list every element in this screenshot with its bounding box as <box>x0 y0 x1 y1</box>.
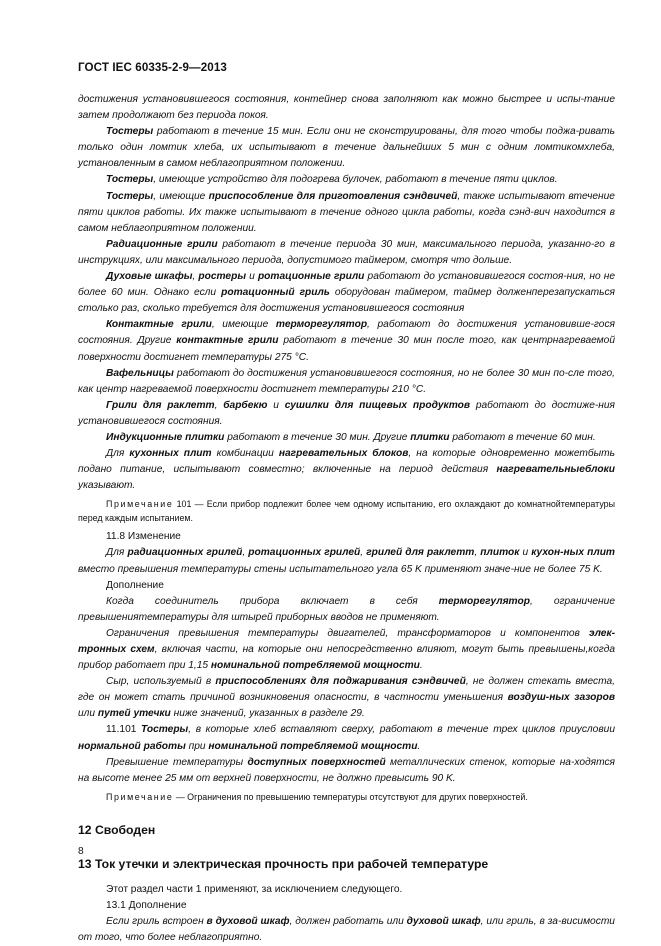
term: кухон-ных плит <box>531 547 615 559</box>
term: приспособление для приготовления сэндвичей <box>208 190 458 202</box>
term: Индукционные плитки <box>106 431 225 443</box>
paragraph <box>78 398 615 430</box>
term: ростеры <box>198 271 247 283</box>
text: вместо превышения температуры стены испытательного угла 65 K применяют значе-ние не более 75 K. <box>78 563 603 575</box>
text: при <box>185 740 209 752</box>
text: указывают. <box>78 480 136 492</box>
term: нагревательныеблоки <box>496 464 615 476</box>
term: приспособлениях для поджаривания сэндвичей <box>215 676 466 688</box>
term: духовой шкаф <box>406 916 481 928</box>
paragraph <box>78 594 615 626</box>
term: номинальной потребляемой мощности <box>210 660 420 672</box>
paragraph <box>78 92 615 124</box>
term: Контактные грили <box>106 319 212 331</box>
text: работают в течение 30 мин после того, как центрнагреваемой поверхности достигнет температуры 275 °C. <box>78 335 615 363</box>
text: комбинации <box>211 448 279 460</box>
text: работают в течение 15 мин. Если они не сконструированы, для того чтобы поджа-ривать только один ломтик хлеба, их испытывают в течение дальнейших 5 мин с одним ломтикомхлеба, установленным в самом неблагоприятном положении. <box>78 126 615 170</box>
section-heading: 12 Свободен <box>78 822 156 837</box>
paragraph <box>78 674 615 722</box>
term: ротационных грилей <box>248 547 361 559</box>
term: путей утечки <box>97 708 171 720</box>
text: , не должен стекать вместа, где он может стать причиной возникновения опасности, в частности уменьшения <box>78 676 615 704</box>
term: ротационный гриль <box>221 287 330 299</box>
text: и <box>519 547 532 559</box>
clause-number: 11.101 <box>106 724 142 736</box>
text: , включая части, на которые они непосредственно влияют, могут быть превышены,когда прибор работает при 1,15 <box>78 644 615 672</box>
text: Для <box>106 547 128 559</box>
paragraph <box>78 914 615 946</box>
text: ниже значений, указанных в разделе 29. <box>170 708 365 720</box>
term: ротационные грили <box>257 271 365 283</box>
text: Когда соединитель прибора включает в себя <box>106 595 439 607</box>
term: Тостеры <box>141 724 189 736</box>
text: работают до достиже-ния установившегося состояния. <box>78 399 615 427</box>
paragraph <box>78 172 615 188</box>
term: грилей для раклетт <box>366 547 475 559</box>
term: Грили для раклетт <box>106 399 215 411</box>
paragraph <box>78 317 615 365</box>
term: нормальной работы <box>78 740 186 752</box>
text: , или гриль, в за-висимости от того, что более неблагоприятно. <box>78 916 615 944</box>
paragraph <box>78 366 615 398</box>
text: или <box>78 708 98 720</box>
paragraph <box>78 626 615 674</box>
term: барбекю <box>223 399 268 411</box>
note-text: 101 — Если прибор подлежит более чем одному испытанию, его охлаждают до комнатнойтемпературы перед каждым испытанием. <box>78 499 615 524</box>
text: работают до установившегося состоя-ния, но не более 60 мин. Однако если <box>78 271 616 299</box>
document-body <box>78 92 615 946</box>
paragraph <box>78 237 615 269</box>
term: Радиационные грили <box>106 238 218 250</box>
term: терморегулятор <box>275 319 368 331</box>
term: доступных поверхностей <box>247 756 386 768</box>
text: . <box>417 740 421 752</box>
text: Этот раздел части 1 применяют, за исключением следующего. <box>106 883 403 895</box>
term: Тостеры <box>106 190 154 202</box>
term: сушилки для пищевых продуктов <box>284 399 470 411</box>
note-label: Примечание <box>106 499 174 510</box>
paragraph <box>78 430 615 446</box>
text: Превышение температуры <box>106 756 248 768</box>
text: работают в течение 60 мин. <box>449 431 596 443</box>
text: оборудован таймером, таймер долженперезапускаться столько раз, сколько требуется для достижения установившегося состояния <box>78 287 615 315</box>
term: в духовой шкаф <box>206 916 290 928</box>
text: , <box>360 547 367 559</box>
text: , также испытывают втечение пяти циклов работы. Их также испытывают в течение одного цикла работы, когда сэнд-вич находится в самом неблагоприятном положении. <box>78 190 615 234</box>
text: , на которые одновременно можетбыть подано питание, испытывают совместно; включенные на период действия <box>78 448 615 476</box>
term: Духовые шкафы <box>106 271 193 283</box>
paragraph <box>78 755 615 787</box>
text: Для <box>106 448 130 460</box>
term: воздуш-ных зазоров <box>507 692 615 704</box>
text: и <box>246 271 258 283</box>
paragraph <box>78 189 615 237</box>
term: плитки <box>410 431 450 443</box>
text: , имеющие <box>211 319 276 331</box>
text: работают в течение 30 мин. Другие <box>224 431 411 443</box>
term: элек-тронных схем <box>78 627 615 655</box>
text: , <box>242 547 249 559</box>
term: номинальной потребляемой мощности <box>208 740 418 752</box>
paragraph <box>78 545 615 577</box>
term: контактные грили <box>176 335 279 347</box>
subsection-heading: 11.8 Изменение <box>106 531 181 543</box>
text: Сыр, используемый в <box>106 676 216 688</box>
paragraph <box>78 446 615 494</box>
term: кухонных плит <box>129 448 212 460</box>
note-label: Примечание <box>106 791 174 802</box>
text: работают до достижения установившегося состояния, но не более 30 мин по-сле того, как центр нагреваемой поверхности достигнет температуры 210 °C. <box>78 367 615 395</box>
text: , должен работать или <box>289 916 407 928</box>
text: , <box>474 547 481 559</box>
term: нагревательных блоков <box>278 448 409 460</box>
text: достижения установившегося состояния, контейнер снова заполняют как можно быстрее и испы-тание затем продолжают без периода покоя. <box>78 94 615 122</box>
note <box>78 497 615 525</box>
term: Тостеры <box>106 174 154 186</box>
paragraph <box>78 882 615 898</box>
text: , в которые хлеб вставляют сверху, работают в течение трех циклов приусловии <box>188 724 615 736</box>
note-text: — Ограничения по превышению температуры отсутствуют для других поверхностей. <box>173 791 528 802</box>
subsection-heading: 13.1 Дополнение <box>106 899 187 911</box>
note <box>78 790 615 804</box>
text: . <box>419 660 423 672</box>
paragraph <box>78 722 615 754</box>
text: , <box>192 271 199 283</box>
text: и <box>267 399 285 411</box>
term: Вафельницы <box>106 367 174 379</box>
term: плиток <box>480 547 520 559</box>
text: , работают до достижения установивше-гося состояния. Другие <box>78 319 615 347</box>
section-heading: 13 Ток утечки и электрическая прочность при рабочей температуре <box>78 856 489 871</box>
text: , имеющие устройство для подогрева булочек, работают в течение пяти циклов. <box>153 174 558 186</box>
paragraph <box>78 269 615 317</box>
text: , <box>214 399 224 411</box>
term: радиационных грилей <box>127 547 243 559</box>
text: Если гриль встроен <box>106 916 207 928</box>
text: , ограничение превышениятемпературы для штырей приборных вводов не применяют. <box>78 595 615 623</box>
term: Тостеры <box>106 126 154 138</box>
text: металлических стенок, которые на-ходятся на высоте менее 25 мм от верхней поверхности, не должно превысить 90 K. <box>78 756 615 784</box>
page-number: 8 <box>78 846 84 857</box>
paragraph <box>78 124 615 172</box>
subsection-heading: Дополнение <box>106 579 164 591</box>
text: , имеющие <box>153 190 209 202</box>
term: терморегулятор <box>438 595 530 607</box>
text: работают в течение периода 30 мин, максимального периода, указанно-го в инструкциях, или максимального периода, допустимого таймером, смотря что дольше. <box>78 238 615 266</box>
document-header: ГОСТ IEC 60335-2-9—2013 <box>78 61 227 74</box>
text: Ограничения превышения температуры двигателей, трансформаторов и компонентов <box>106 627 589 639</box>
